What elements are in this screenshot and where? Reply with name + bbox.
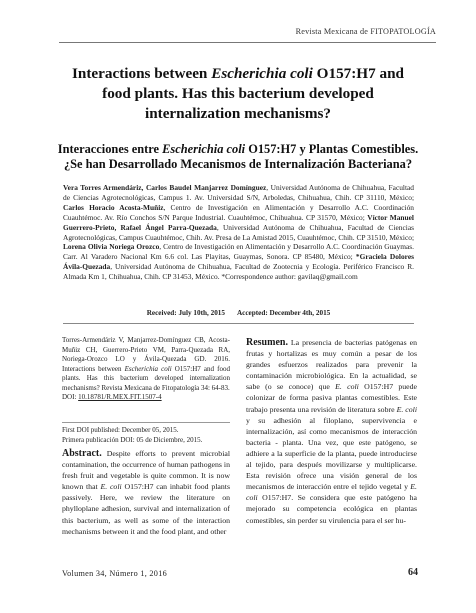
author-name: Vera Torres Armendáriz [63, 183, 142, 192]
citation-species: Escherichia coli [124, 364, 172, 373]
resumen-text: La presencia de bacterias patógenas en frutas y hortalizas es muy común a pesar de los grandes esfuerzos realizados para prevenir la contaminación microbiológica. En la actualidad, se sabe (o se conoce) que [246, 338, 417, 392]
author-name: Carlos Baudel Manjarrez Domínguez [145, 183, 267, 192]
affiliation: , Centro de Investigación en Alimentación y Desarrollo A.C. Coordinación Cuauhtémoc. Av. Río Conchos S/N Parque Industrial. Cuauhtémoc, Chihuahua. CP 31570, México; [63, 202, 414, 222]
resumen-species: E. coli [246, 482, 417, 503]
doi-link[interactable]: 10.18781/R.MEX.FIT.1507-4 [78, 393, 162, 401]
title-english-pre: Interactions between [71, 65, 212, 82]
abstract-heading: Abstract. [62, 448, 102, 459]
affiliation: , Universidad Autónoma de Chihuahua, Facultad de Ciencias Agrotecnológicas, Campus 1. Av. Universidad S/N, Arboledas, Chihuahua, Chih. CP 31110, México; [63, 183, 414, 202]
resumen-heading: Resumen. [246, 337, 288, 348]
author-separator: , [141, 183, 146, 192]
author-separator: , [114, 222, 121, 232]
title-spanish-pre: Interacciones entre [57, 142, 163, 156]
author-affiliations [63, 183, 414, 282]
accepted-date: Accepted: December 4th, 2015 [236, 309, 331, 317]
resumen-text: O157:H7. Se considera que este patógeno ha mejorado su competencia ecológica en plantas comestibles, sin perder su virulencia para el ser hu- [246, 493, 417, 525]
author-name: Víctor Manuel Guerrero-Prieto [63, 212, 414, 232]
affiliation: , Universidad Autónoma de Chihuahua, Facultad de Zootecnia y Ecología. Periférico Francisco R. Almada Km 1, Chihuahua, Chih. CP 31453, México. *Correspondence author: gavilaq@gmail.com [63, 262, 414, 282]
page-number: 64 [408, 567, 418, 578]
title-spanish-post: O157:H7 y Plantas Comestibles. ¿Se han Desarrollado Mecanismos de Internalización Bacteriana? [63, 142, 419, 171]
author-name: Carlos Horacio Acosta-Muñiz [63, 202, 164, 212]
publication-dates [62, 426, 230, 445]
abstract [62, 448, 230, 537]
first-doi-date: First DOI published: December 05, 2015. [62, 426, 179, 434]
volume-info: Volumen 34, Número 1, 2016 [62, 569, 167, 578]
affiliation: , Centro de Investigación en Alimentación y Desarrollo A.C. Coordinación Guaymas. Carr. Al Varadero Nacional Km 6.6 col. Las Playitas, Guaymas, Sonora. CP 85480, México; [63, 242, 414, 262]
title-english-post: O157:H7 and food plants. Has this bacterium developed internalization mechanisms? [102, 65, 404, 122]
author-name: Lorena Olivia Noriega Orozco [63, 242, 160, 252]
abstract-species: E. coli [100, 482, 122, 492]
resumen-text: y su adhesión al filoplano, supervivencia e internalización, así como mecanismos de interacción bacteria - planta. Una vez, que este patógeno, se adhiere a la superficie de la planta, puede introducirse al tejido, para después movilizarse y multiplicarse. Esta revisión ofrece una visión general de los mecanismos de interacción entre el tejido vegetal y [246, 415, 417, 492]
abstract-text: Despite efforts to prevent microbial contamination, the occurrence of human pathogens in fresh fruit and vegetable is quite common. It is now known that [62, 449, 230, 492]
header-rule [59, 42, 436, 43]
citation-rule [62, 422, 230, 423]
title-english [56, 64, 420, 124]
resumen-species: E. coli [396, 404, 417, 414]
doi-label: DOI: [62, 393, 79, 401]
received-date: Received: July 10th, 2015 [146, 309, 225, 317]
citation-text-end: O157:H7 and food plants. Has this bacterium developed internalization mechanisms? Revista Mexicana de Fitopatología 34: 64-83. [62, 364, 230, 392]
affiliation: , Universidad Autónoma de Chihuahua, Facultad de Ciencias Agrotecnológicas, Campus Cuauhtémoc, Chih. Av. Presa de La Amistad 2015, Cuauhtémoc, Chih. CP 31510, México; [63, 222, 414, 242]
title-spanish-species: Escherichia coli [162, 142, 246, 156]
dates-rule [63, 323, 414, 324]
resumen-species: E. coli [335, 382, 359, 392]
resumen [246, 337, 417, 526]
abstract-text: O157:H7 can inhabit food plants passively. Here, we review the literature on phylloplane adhesion, survival and internalization of this bacterium, as well as some of the interaction mechanisms between it and the food plant, and other [62, 482, 230, 536]
citation-text: Torres-Armendáriz V, Manjarrez-Domínguez CB, Acosta-Muñiz CH, Guerrero-Prieto VM, Parra-Quezada RA, Noriega-Orozco LO y Ávila-Quezada GD. 2016. Interactions between [62, 336, 230, 373]
resumen-text: O157:H7 puede colonizar de forma pasiva plantas comestibles. Este trabajo presenta una revisión de literatura sobre [246, 382, 417, 414]
running-head: Revista Mexicana de FITOPATOLOGÍA [295, 27, 436, 36]
author-name: *Graciela Dolores Ávila-Quezada [63, 252, 414, 272]
article-dates [63, 309, 414, 317]
author-name: Rafael Ángel Parra-Quezada [120, 222, 217, 232]
citation-block [62, 336, 230, 403]
first-publication-date: Primera publicación DOI: 05 de Diciembre, 2015. [62, 435, 203, 444]
title-english-species: Escherichia coli [211, 65, 313, 82]
title-spanish [56, 142, 420, 172]
